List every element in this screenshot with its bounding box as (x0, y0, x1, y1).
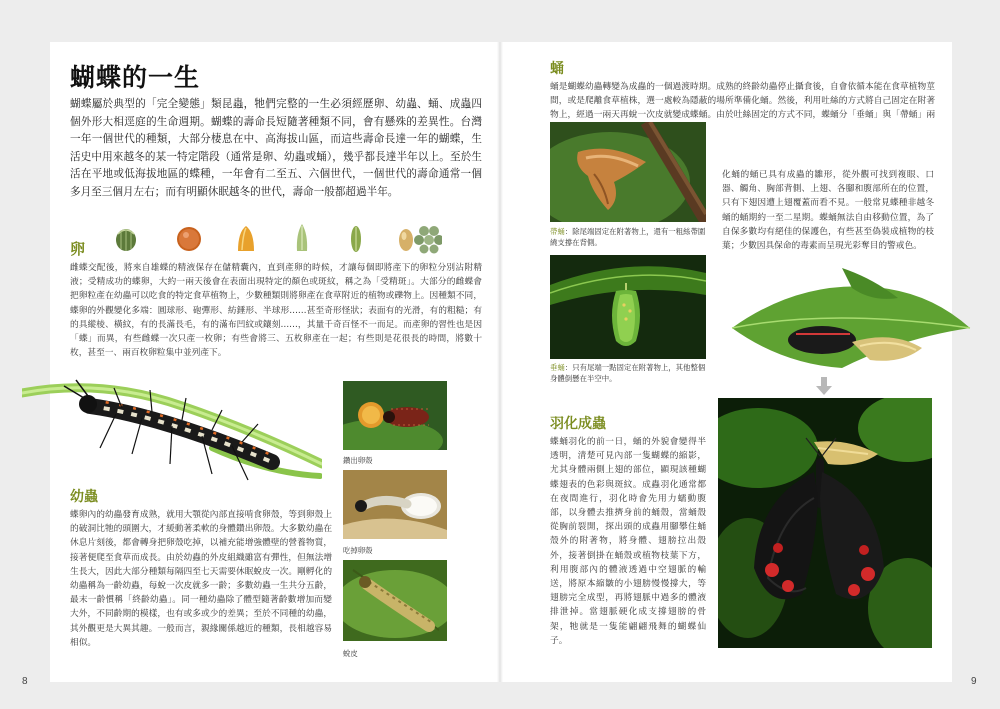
egg-bullet-green (297, 224, 307, 251)
photo-molting (343, 560, 447, 641)
pupa-on-leaf-illustration (722, 268, 972, 378)
egg-samples-row (112, 218, 442, 254)
caption-hanging-label: 垂蛹 (550, 363, 565, 372)
emergence-heading: 羽化成蟲 (550, 416, 606, 432)
caption-hatching: 鑽出卵殼 (343, 456, 373, 465)
larva-paragraph: 蝶卵內的幼蟲發育成熟，就用大顎從內部直接啃食卵殼，等到卵殼上的破洞比牠的頭圍大，才緩動著柔軟的身體鑽出卵殼。大多數幼蟲在休息片刻後，都會轉身把卵殼吃掉，以補充能增強體壁的營養物質，接著便爬至食草而成長。由於幼蟲的外皮組織雖富有彈性，但無法增生長大，因此大部分種類每隔四至七天需要休眠蛻皮一次。剛孵化的幼蟲稱為一齡幼蟲，每蛻一次皮就多一齡；多數幼蟲一生共分五齡，最末一齡慣稱「終齡幼蟲」。同一種幼蟲除了體型隨著齡數增加而變大外，不同齡期的模樣，也有或多或少的差異；至於不同種的幼蟲，其外觀更是大異其趣。一般而言，親緣關係越近的種類，長相越容易相似。 (70, 510, 332, 648)
emergence-paragraph: 蝶蛹羽化的前一日，蛹的外貌會變得半透明，清楚可見內部一隻蝴蝶的縮影，尤其身體兩側上翅的部位，顯現該種蝴蝶翅表的色彩與斑紋。成蟲羽化通常都在夜間進行，羽化時會先用力蠕動腹部，以身體去推擠身前的蛹殼，當蛹殼從胸前裂開，探出頭的成蟲用腳攀住蛹殼外的附著物，將身體、翅膀拉出殼外，接著倒掛在蛹殼或植物枝葉下方，利用腹部內的體液透過中空翅脈的輸送，將原本縮皺的小翅膀慢慢撐大，等翅膀完全成型，再將翅脈中過多的體液排泄掉。當翅脈硬化成支撐翅膀的骨架，牠就是一隻能翩翩飛舞的蝴蝶仙子。 (550, 437, 706, 646)
photo-hatching (343, 381, 447, 450)
pupa-paragraph-bottom: 化蛹的蛹已具有成蟲的雛形，從外觀可找到複眼、口器、觸角、胸部背側、上翅、各腳和腹部所在的位置，只有下翅因遭上翅覆蓋而看不見。一般常見蝶種非越冬蛹的蛹期約一至二星期。蝶蛹無法自由移動位置，為了自保多數均有絕佳的保護色，有些甚至偽裝成植物的枝葉；少數因具保命的毒素而呈現光彩奪目的警戒色。 (722, 170, 934, 252)
larva-heading: 幼蟲 (70, 489, 98, 505)
page-title: 蝴蝶的一生 (70, 63, 201, 92)
egg-heading: 卵 (70, 240, 86, 258)
egg-striped-green (116, 229, 136, 251)
caterpillar-illustration (22, 378, 322, 488)
caption-girdled-pupa (550, 226, 710, 248)
photo-girdled-pupa (550, 122, 706, 222)
book-gutter (497, 42, 503, 682)
egg-paragraph: 雌蝶交配後，將來自雄蝶的精液保存在儲精囊內，直到產卵的時候，才讓每個即將產下的卵粒分別沾附精液；受精成功的蝶卵，大約一兩天後會在表面出現特定的顏色或斑紋，稱之為「受精斑」。大部分的雌蝶會把卵粒產在幼蟲可以吃食的特定食草植物上，少數種類則將卵產在食草附近的植物或礫物上。因種類不同，蝶卵的外觀變化多端：圓球形、砲彈形、紡錘形、半球形……甚至奇形怪狀；表面有的光滑，有的粗糙；有的具縱棱、橫紋，有的長滿長毛，有的滿布凹紋或鑲刻……，其量千奇百怪不一而足。而產卵的習性也是因「蝶」而異，有些雌蝶一次只產一枚卵；有些會將三、五枚卵產在一起；有些則是花很長的時間，將數十枚，甚至一、兩百枚卵粒集中並列產下。 (70, 263, 482, 359)
left-page-number: 8 (22, 676, 28, 687)
egg-orange-hairy (177, 227, 201, 251)
egg-spindle-green (351, 226, 361, 252)
photo-eating-eggshell (343, 470, 447, 539)
caption-eating-eggshell: 吃掉卵殼 (343, 546, 373, 555)
caption-girdled-label: 帶蛹 (550, 227, 565, 236)
pupa-heading: 蛹 (550, 61, 564, 77)
caption-hanging-pupa (550, 362, 710, 384)
egg-tan-oval (399, 229, 413, 251)
egg-yellow-dome (238, 226, 254, 251)
photo-emerged-butterfly (718, 398, 932, 648)
right-page-number: 9 (971, 676, 977, 687)
egg-cluster (414, 226, 442, 254)
caption-girdled-text: ：除尾端固定在附著物上，還有一粗絲帶圍繞支撐在背側。 (550, 227, 706, 247)
intro-paragraph: 蝴蝶屬於典型的「完全變態」類昆蟲，牠們完整的一生必須經歷卵、幼蟲、蛹、成蟲四個外形大相逕庭的生命週期。蝴蝶的壽命長短隨著種類不同，會有懸殊的差異性。台灣一年一個世代的種類，大部分棲息在中、高海拔山區，而這些壽命長達一年的蝴蝶，生活史中用來越冬的某一特定階段（通常是卵、幼蟲或蛹），幾乎都長達半年以上。至於生活在平地或低海拔地區的蝶種，一年會有二至五、六個世代，一個世代的壽命通常一個多月至三個月左右；而有明顯休眠越冬的世代，壽命一般都超過半年。 (70, 98, 482, 198)
caption-molting: 蛻皮 (343, 649, 358, 658)
pupa-intro-text: 蛹是蝴蝶幼蟲轉變為成蟲的一個過渡時期。成熟的終齡幼蟲停止攝食後，自會依循本能在食草植物莖間，或是爬離食草植株，選一處較為隱蔽的場所準備化蛹。然後，利用吐絲的方式將自己固定在附著物上，經過一兩天再蛻一次皮就變成蝶蛹。由於吐絲固定的方式不同，蝶蛹分「垂蛹」與「帶蛹」兩 (550, 82, 935, 121)
photo-hanging-pupa (550, 255, 706, 359)
arrow-down-icon (816, 377, 832, 395)
caption-hanging-text: ：只有尾端一點固定在附著物上，其他整個身體倒懸在半空中。 (550, 363, 706, 383)
